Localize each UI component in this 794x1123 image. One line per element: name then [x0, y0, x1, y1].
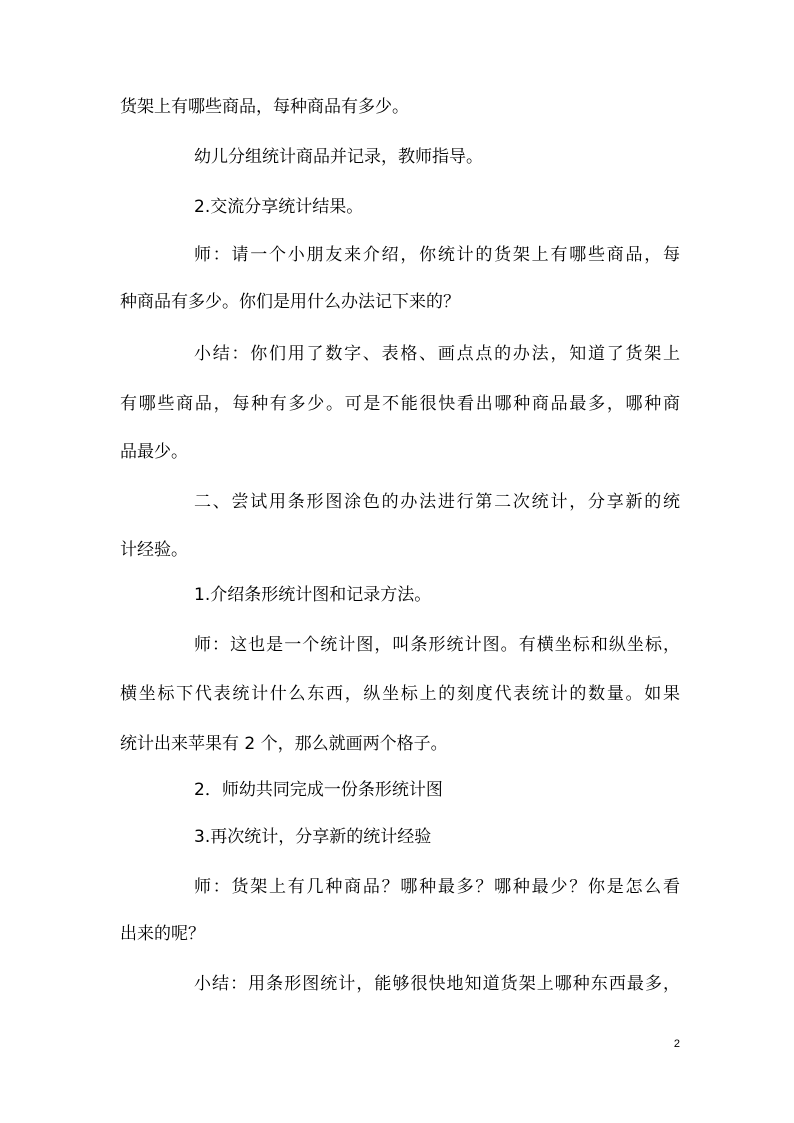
- text-line: 师：请一个小朋友来介绍，你统计的货架上有哪些商品，每: [194, 245, 680, 265]
- text-line: 横坐标下代表统计什么东西，纵坐标上的刻度代表统计的数量。如果: [120, 684, 680, 704]
- section-heading: 1.介绍条形统计图和记录方法。: [194, 585, 432, 605]
- text-line: 计经验。: [120, 540, 188, 560]
- section-heading: 2.交流分享统计结果。: [194, 197, 364, 217]
- text-line: 种商品有多少。你们是用什么办法记下来的？: [120, 292, 460, 312]
- text-line: 小结：用条形图统计，能够很快地知道货架上哪种东西最多，: [194, 974, 680, 994]
- text-line: 货架上有哪些商品，每种商品有多少。: [120, 97, 409, 117]
- text-line: 师：这也是一个统计图，叫条形统计图。有横坐标和纵坐标，: [194, 635, 680, 655]
- text-line: 品最少。: [120, 442, 188, 462]
- section-heading: 二、尝试用条形图涂色的办法进行第二次统计，分享新的统: [194, 492, 680, 512]
- text-line: 有哪些商品，每种有多少。可是不能很快看出哪种商品最多，哪种商: [120, 394, 680, 414]
- text-line: 幼儿分组统计商品并记录，教师指导。: [194, 147, 483, 167]
- section-heading: 2．师幼共同完成一份条形统计图: [194, 780, 443, 800]
- text-line: 出来的呢？: [120, 924, 205, 944]
- text-line: 统计出来苹果有 2 个，那么就画两个格子。: [120, 734, 448, 754]
- page-number: 2: [673, 1038, 680, 1050]
- text-line: 小结：你们用了数字、表格、画点点的办法，知道了货架上: [194, 344, 680, 364]
- text-line: 师：货架上有几种商品？哪种最多？哪种最少？你是怎么看: [194, 877, 680, 897]
- section-heading: 3.再次统计，分享新的统计经验: [194, 827, 432, 847]
